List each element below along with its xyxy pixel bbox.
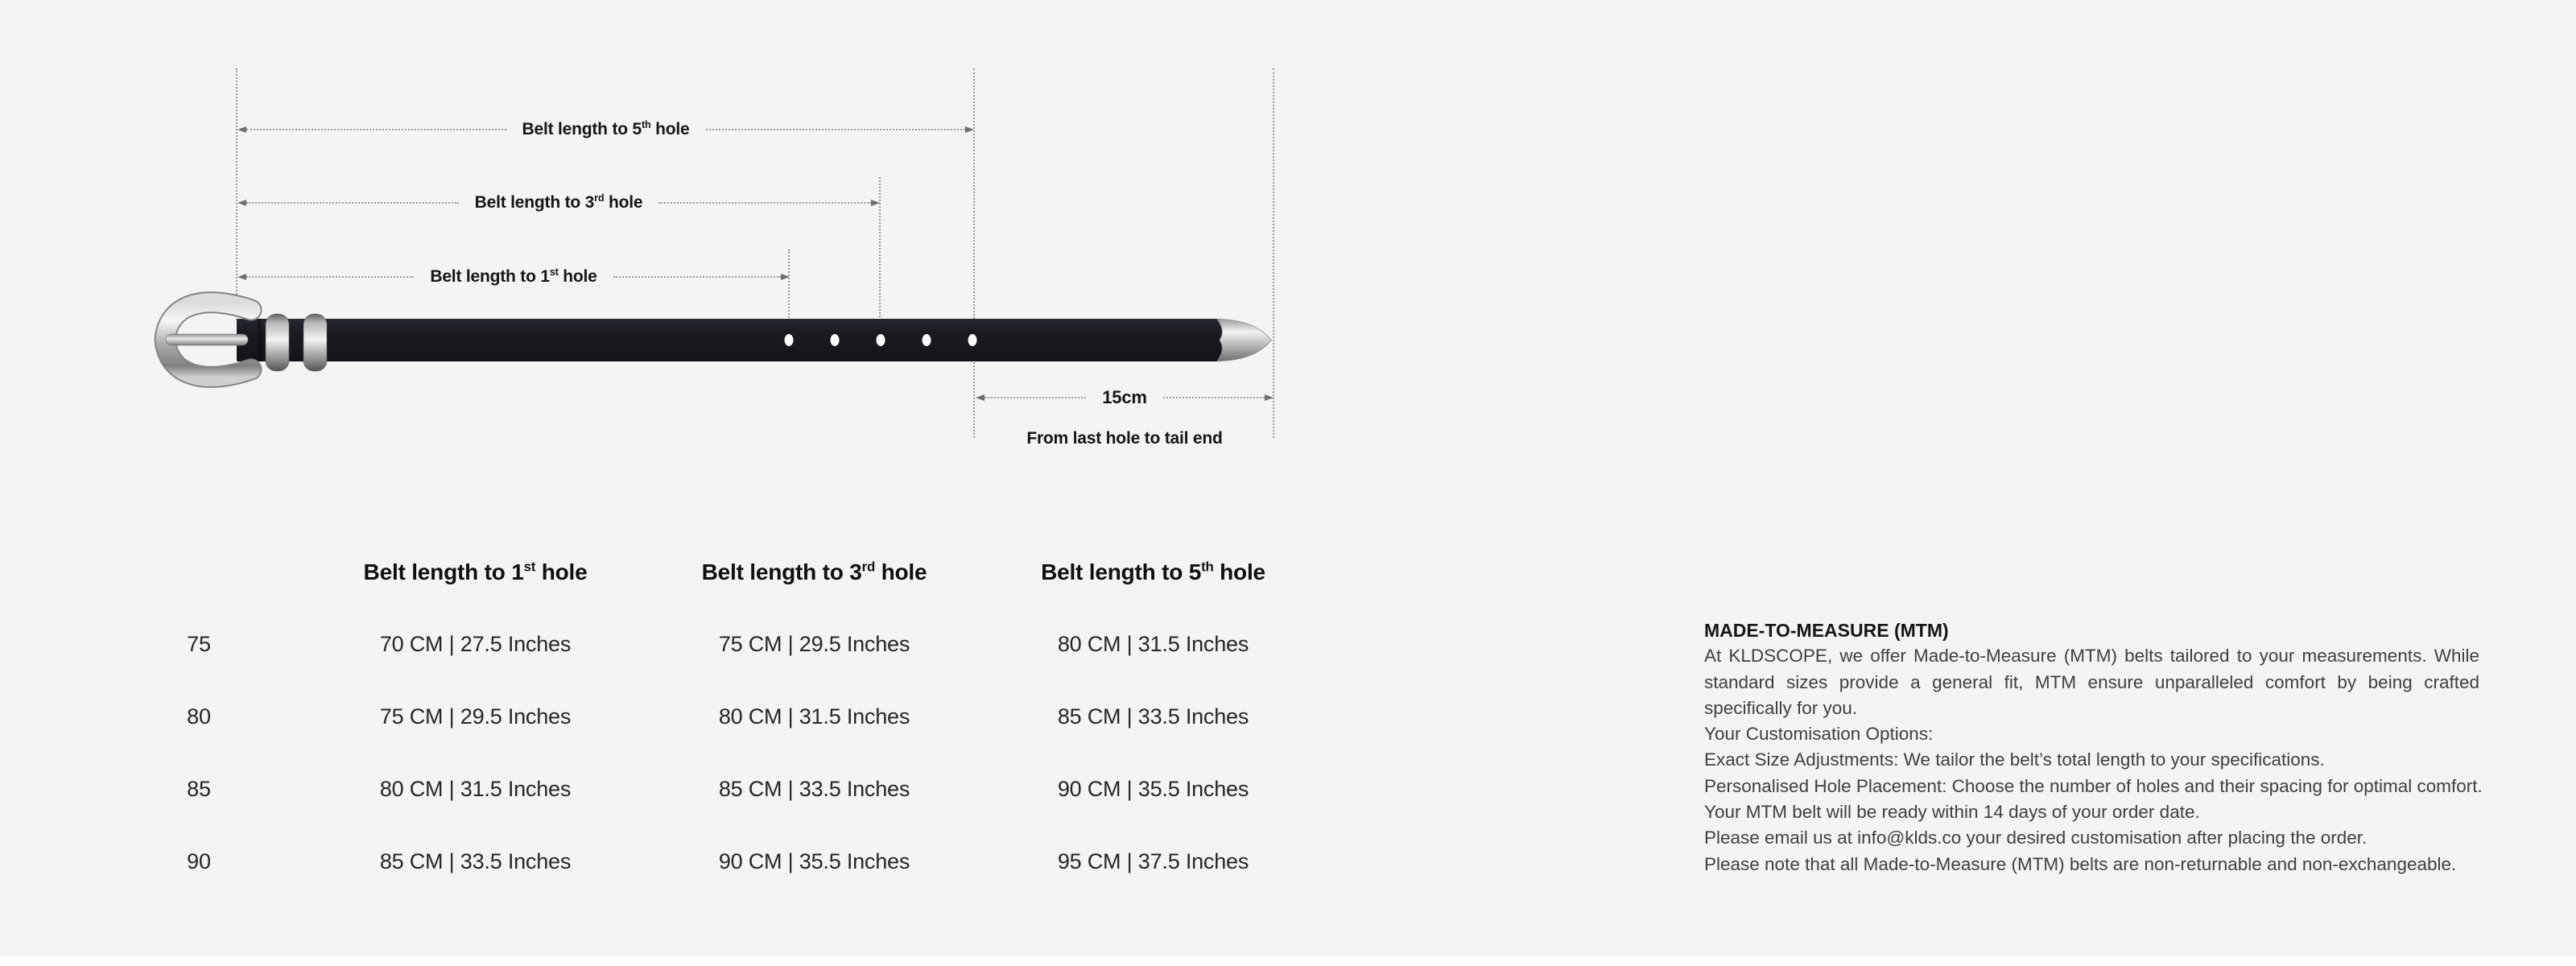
mtm-line: Please note that all Made-to-Measure (MTM) belts are non-returnable and non-exchangeable. [1704, 853, 2457, 874]
arrow-right-icon [965, 126, 974, 133]
size-row-label: 85 [187, 777, 211, 801]
table-cell: 80 CM | 31.5 Inches [379, 777, 572, 801]
arrow-right-icon [871, 200, 880, 206]
dimension-line-1st-hole [237, 266, 790, 288]
table-cell: 85 CM | 33.5 Inches [379, 849, 572, 873]
dimension-label-5th-hole: Belt length to 5th hole [522, 119, 690, 138]
arrow-left-icon [237, 274, 246, 280]
column-header-1st-hole: Belt length to 1st hole [363, 559, 588, 584]
table-cell: 85 CM | 33.5 Inches [1057, 704, 1249, 729]
table-cell: 80 CM | 31.5 Inches [718, 704, 910, 729]
size-table-column-3rd-hole [645, 559, 984, 897]
dotted-segment [246, 129, 506, 130]
mtm-line: Please email us at info@klds.co your desired customisation after placing the order. [1704, 828, 2368, 848]
mtm-info-block [1704, 617, 2483, 877]
table-cell: 80 CM | 31.5 Inches [1057, 632, 1249, 656]
arrow-left-icon [976, 394, 985, 401]
mtm-line: Your Customisation Options: [1704, 724, 1934, 745]
size-table-column-sizes [121, 559, 277, 897]
arrow-right-icon [1265, 394, 1274, 401]
tail-caption: From last hole to tail end [1026, 429, 1223, 448]
dotted-segment [985, 397, 1086, 398]
belt-hole-4 [923, 334, 931, 346]
arrow-left-icon [237, 200, 246, 206]
size-table-column-5th-hole [984, 559, 1323, 897]
mtm-line: Your MTM belt will be ready within 14 days of your order date. [1704, 802, 2200, 823]
table-cell: 85 CM | 33.5 Inches [718, 777, 910, 801]
arrow-right-icon [781, 274, 790, 280]
table-cell: 75 CM | 29.5 Inches [379, 704, 572, 729]
column-header-5th-hole: Belt length to 5th hole [1041, 559, 1265, 584]
arrow-left-icon [237, 126, 246, 133]
table-cell: 90 CM | 35.5 Inches [1057, 777, 1249, 801]
belt-hole-2 [831, 334, 840, 346]
dimension-line-3rd-hole [237, 192, 880, 214]
dotted-segment [658, 202, 871, 204]
belt-illustration [149, 290, 1292, 390]
table-cell: 95 CM | 37.5 Inches [1057, 849, 1249, 873]
section-divider [0, 956, 2576, 966]
tail-length-label: 15cm [1102, 387, 1147, 407]
dotted-segment [246, 276, 414, 278]
table-cell: 90 CM | 35.5 Inches [718, 849, 910, 873]
dotted-segment [246, 202, 459, 204]
dimension-line-5th-hole [237, 118, 974, 141]
keeper-loop-1 [266, 314, 289, 371]
belt-hole-1 [785, 334, 794, 346]
column-header-3rd-hole: Belt length to 3rd hole [701, 559, 927, 584]
dotted-segment [706, 129, 966, 130]
keeper-loop-2 [303, 314, 327, 371]
mtm-paragraph: At KLDSCOPE, we offer Made-to-Measure (MTM) belts tailored to your measurements. While standard sizes provide a general fit, MTM ensure unparalleled comfort by being crafted specifically for you. [1704, 646, 2479, 718]
size-table-column-1st-hole [306, 559, 645, 897]
dotted-segment [1163, 397, 1265, 398]
dimension-label-3rd-hole: Belt length to 3rd hole [474, 192, 643, 212]
table-cell: 70 CM | 27.5 Inches [379, 632, 572, 656]
size-row-label: 90 [187, 849, 211, 873]
dotted-segment [613, 276, 781, 278]
belt-fold-shadow [258, 319, 262, 361]
belt-hole-5 [968, 334, 977, 346]
buckle-prong [166, 334, 248, 345]
mtm-heading: MADE-TO-MEASURE (MTM) [1704, 620, 1949, 641]
size-row-label: 75 [187, 632, 211, 656]
mtm-line: Exact Size Adjustments: We tailor the belt’s total length to your specifications. [1704, 749, 2325, 770]
mtm-line: Personalised Hole Placement: Choose the number of holes and their spacing for optimal comfort. [1704, 775, 2483, 796]
size-row-label: 80 [187, 704, 211, 729]
belt-tip [1217, 320, 1272, 361]
belt-band [237, 319, 1222, 361]
dimension-label-1st-hole: Belt length to 1st hole [430, 266, 597, 286]
belt-hole-3 [877, 334, 886, 346]
table-cell: 75 CM | 29.5 Inches [718, 632, 910, 656]
